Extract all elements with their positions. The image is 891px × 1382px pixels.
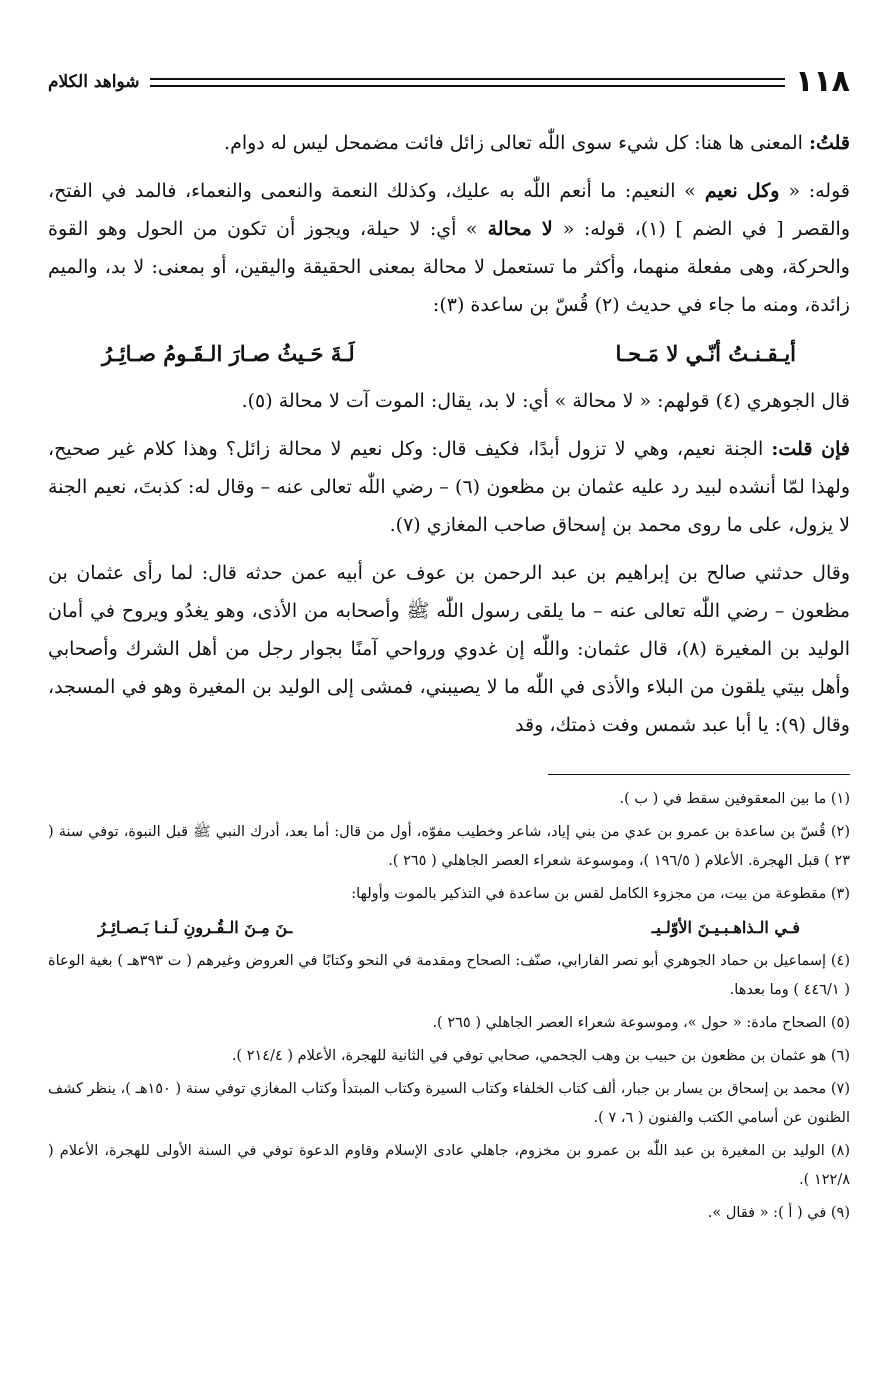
page-header bbox=[48, 56, 850, 108]
fn-verse-first-hemistich: فـي الـذاهـبـيـنَ الأوّلـيـ bbox=[651, 918, 800, 937]
footnote-9: (٩) في ( أ ): « فقال ». bbox=[707, 1205, 850, 1221]
verse-second-hemistich: لَـةَ حَـيثُ صـارَ الـقَـومُ صـائِـرُ bbox=[102, 341, 355, 366]
paragraph-lead: فإن قلت: bbox=[771, 438, 851, 460]
paragraph-text: المعنى ها هنا: كل شيء سوى اللّٰه تعالى زائل فائت مضمحل ليس له دوام. bbox=[224, 132, 809, 154]
main-text bbox=[48, 124, 850, 744]
footnote-6: (٦) هو عثمان بن مظعون بن حبيب بن وهب الجحمي، صحابي توفي في الثانية للهجرة، الأعلام ( ٢١٤/٤ ). bbox=[231, 1048, 850, 1064]
footnote-4: (٤) إسماعيل بن حماد الجوهري أبو نصر الفارابي، صنّف: الصحاح ومقدمة في النحو وكتابًا في العروض وغيرهم ( ت ٣٩٣هـ ) بغية الوعاة ( ٤٤٦/١ ) وما بعدها. bbox=[48, 953, 850, 998]
running-title: شواهد الكلام bbox=[48, 72, 140, 92]
text-run: » أي: لا حيلة، ويجوز أن تكون من الحول وهو القوة والحركة، وهى مفعلة منهما، وأكثر ما تستعمل لا محالة بمعنى الحقيقة واليقين، أو بمعنى: لا بد، والميم زائدة، ومنه ما جاء في حديث bbox=[48, 218, 850, 316]
poem-verse bbox=[48, 334, 850, 374]
paragraph-3 bbox=[48, 382, 850, 420]
footnote-5: (٥) الصحاح مادة: « حول »، وموسوعة شعراء العصر الجاهلي ( ٢٦٥ ). bbox=[432, 1015, 850, 1031]
fn-verse-second-hemistich: ـنَ مِـنَ الـقُـرونِ لَـنـا بَـصـائِـرُ bbox=[98, 918, 293, 937]
footnote-3: (٣) مقطوعة من بيت، من مجزوء الكامل لقس بن ساعدة في التذكير بالموت وأولها: bbox=[351, 886, 850, 902]
footnote-ref[interactable]: (٤) bbox=[715, 390, 741, 412]
text-run: قال الجوهري bbox=[740, 390, 850, 412]
text-run: . bbox=[241, 390, 248, 412]
paragraph-2 bbox=[48, 172, 850, 324]
page-number: ١١٨ bbox=[795, 64, 850, 99]
text-run: » النعيم: ما أنعم اللّٰه به عليك، وكذلك النعمة والنعمى والنعماء، فالمد في الفتح، والقصر [ في الضم ] bbox=[48, 180, 851, 240]
footnote-separator bbox=[548, 774, 850, 775]
footnote-ref[interactable]: (٦) bbox=[455, 476, 481, 498]
footnote-1: (١) ما بين المعقوفين سقط في ( ب ). bbox=[619, 791, 850, 807]
footnote-poem-verse bbox=[48, 913, 850, 943]
footnote-2: (٢) قُسّ بن ساعدة بن عمرو بن عدي من بني إياد، شاعر وخطيب مفوّه، أول من قال: أما بعد، أدرك النبي ﷺ قبل النبوة، توفي سنة ( ٢٣ ) قبل الهجرة. الأعلام ( ١٩٦/٥ )، وموسوعة شعراء العصر الجاهلي ( ٢٦٥ ). bbox=[48, 824, 850, 869]
text-run: : يا أبا عبد شمس وفت ذمتك، وقد bbox=[515, 714, 782, 736]
text-run: – رضي اللّٰه تعالى عنه – وقال له: كذبتَ، نعيم الجنة لا يزول، على ما روى محمد بن إسحاق صاحب المغازي bbox=[48, 476, 850, 536]
footnote-ref[interactable]: (١) bbox=[640, 218, 666, 240]
text-run: قولهم: « لا محالة » أي: لا بد، يقال: الموت آت لا محالة bbox=[272, 390, 716, 412]
footnote-ref[interactable]: (٨) bbox=[681, 638, 707, 660]
paragraph-1 bbox=[48, 124, 850, 162]
header-double-rule bbox=[150, 78, 786, 87]
footnote-7: (٧) محمد بن إسحاق بن يسار بن جبار، ألف كتاب الخلفاء وكتاب السيرة وكتاب المبتدأ وكتاب المغازي توفي سنة ( ١٥٠هـ )، ينظر كشف الظنون عن أسامي الكتب والفنون ( ٦، ٧ ). bbox=[48, 1081, 850, 1126]
quoted-term: لا محالة bbox=[477, 218, 563, 240]
footnote-ref[interactable]: (٥) bbox=[247, 390, 273, 412]
text-run: : bbox=[432, 294, 440, 316]
footnote-ref[interactable]: (٢) bbox=[594, 294, 620, 316]
footnote-ref[interactable]: (٣) bbox=[439, 294, 465, 316]
footnote-ref[interactable]: (٧) bbox=[395, 514, 421, 536]
paragraph-5 bbox=[48, 554, 850, 744]
quoted-term: وكل نعيم bbox=[695, 180, 789, 202]
text-run: قوله: « bbox=[788, 180, 850, 202]
footnote-8: (٨) الوليد بن المغيرة بن عبد اللّٰه بن عمرو بن مخزوم، جاهلي عادى الإسلام وقاوم الدعوة توفي في السنة الأولى للهجرة، الأعلام ( ١٢٢/٨ ). bbox=[48, 1143, 850, 1188]
text-run: الجنة نعيم، وهي لا تزول أبدًا، فكيف قال: وكل نعيم لا محالة زائل؟ وهذا كلام غير صحيح، ولهذا لمّا أنشده لبيد رد عليه عثمان بن مظعون bbox=[48, 438, 850, 498]
text-run: ، قوله: « bbox=[562, 218, 641, 240]
footnotes bbox=[48, 785, 850, 1228]
text-run: ، قال عثمان: واللّٰه إن غدوي ورواحي آمنًا بجوار رجل من أهل الشرك وأصحابي وأهل بيتي يلقون من البلاء والأذى في اللّٰه ما لا يصيبني، فمشى إلى الوليد بن المغيرة وهو في المسجد، وقال bbox=[48, 638, 850, 736]
paragraph-4 bbox=[48, 430, 850, 544]
verse-first-hemistich: أيـقـنـتُ أنّـي لا مَـحـا bbox=[615, 341, 796, 366]
paragraph-lead: قلتُ: bbox=[808, 132, 850, 154]
footnote-ref[interactable]: (٩) bbox=[781, 714, 807, 736]
text-run: وقال حدثني صالح بن إبراهيم بن عبد الرحمن بن عوف عن أبيه عمن حدثه قال: لما رأى عثمان بن مظعون – رضي اللّٰه تعالى عنه – ما يلقى رسول اللّٰه ﷺ وأصحابه من الأذى، وهو يغدُو ويروح في أمان الوليد بن المغيرة bbox=[48, 562, 851, 660]
document-page bbox=[48, 56, 850, 1356]
text-run: . bbox=[389, 514, 396, 536]
text-run: قُسّ بن ساعدة bbox=[464, 294, 595, 316]
